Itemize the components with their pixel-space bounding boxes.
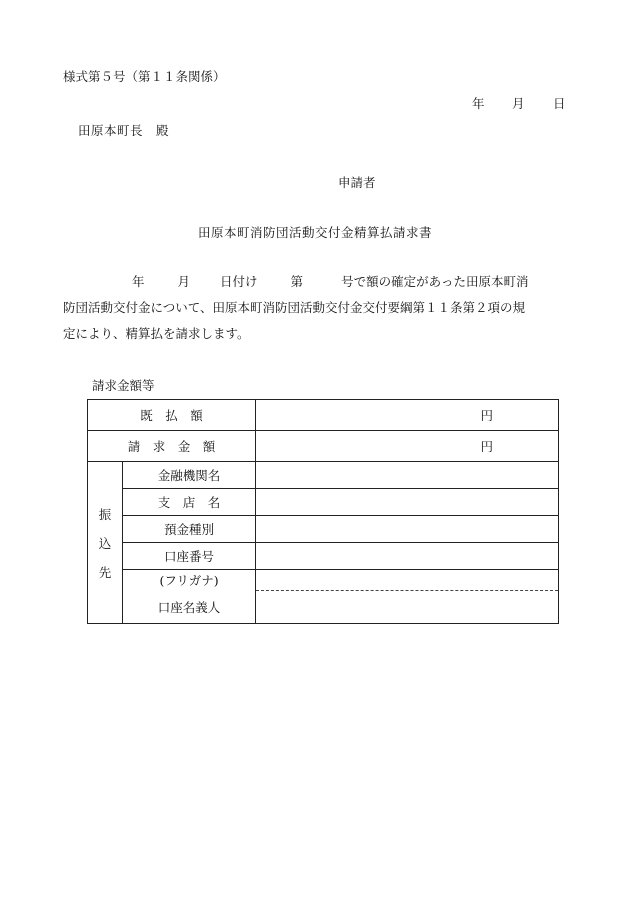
transfer-char-1: 振: [98, 506, 112, 522]
row-furigana: [88, 570, 559, 591]
body-text: [63, 269, 581, 347]
row-account-number: [88, 543, 559, 570]
body-line-2: 防団活動交付金について、田原本町消防団活動交付金交付要綱第１１条第２項の規: [63, 300, 526, 315]
already-paid-field[interactable]: [256, 400, 559, 431]
body-line-1: [63, 269, 581, 295]
row-request-amount: [88, 431, 559, 462]
transfer-char-2: 込: [98, 535, 112, 551]
already-paid-label: 既 払 額: [88, 400, 256, 431]
branch-label: 支 店 名: [123, 489, 256, 516]
date-year-label: 年: [472, 96, 485, 111]
bank-name-label: 金融機関名: [123, 462, 256, 489]
bank-name-field[interactable]: [256, 462, 559, 489]
body-line-1-rest: 号で額の確定があった田原本町消: [341, 274, 529, 289]
body-month: 月: [177, 274, 191, 289]
row-already-paid: [88, 400, 559, 431]
deposit-type-label: 預金種別: [123, 516, 256, 543]
date-day-label: 日: [553, 96, 566, 111]
form-number: 様式第５号（第１１条関係）: [63, 69, 226, 84]
furigana-label: (フリガナ): [123, 570, 256, 591]
row-deposit-type: [88, 516, 559, 543]
furigana-field[interactable]: [256, 570, 559, 591]
request-amount-unit: 円: [480, 439, 493, 454]
row-account-holder: [88, 591, 559, 624]
body-day: 日付け: [220, 274, 258, 289]
request-amount-label: 請 求 金 額: [88, 431, 256, 462]
request-table: [87, 399, 559, 624]
account-number-field[interactable]: [256, 543, 559, 570]
addressee: 田原本町長 殿: [78, 123, 170, 138]
body-year: 年: [132, 274, 145, 289]
body-number-prefix: 第: [290, 274, 304, 289]
transfer-destination-label: [88, 462, 123, 624]
request-amount-field[interactable]: [256, 431, 559, 462]
body-line-3: 定により、精算払を請求します。: [63, 326, 250, 341]
account-holder-field[interactable]: [256, 591, 559, 624]
account-holder-label: 口座名義人: [123, 591, 256, 624]
row-bank-name: [88, 462, 559, 489]
deposit-type-field[interactable]: [256, 516, 559, 543]
applicant-label: 申請者: [338, 175, 376, 190]
section-label: 請求金額等: [92, 378, 155, 393]
already-paid-unit: 円: [480, 408, 493, 423]
transfer-char-3: 先: [98, 564, 112, 580]
document-title: 田原本町消防団活動交付金精算払請求書: [197, 225, 432, 240]
row-branch: [88, 489, 559, 516]
date-month-label: 月: [512, 96, 525, 111]
branch-field[interactable]: [256, 489, 559, 516]
account-number-label: 口座番号: [123, 543, 256, 570]
